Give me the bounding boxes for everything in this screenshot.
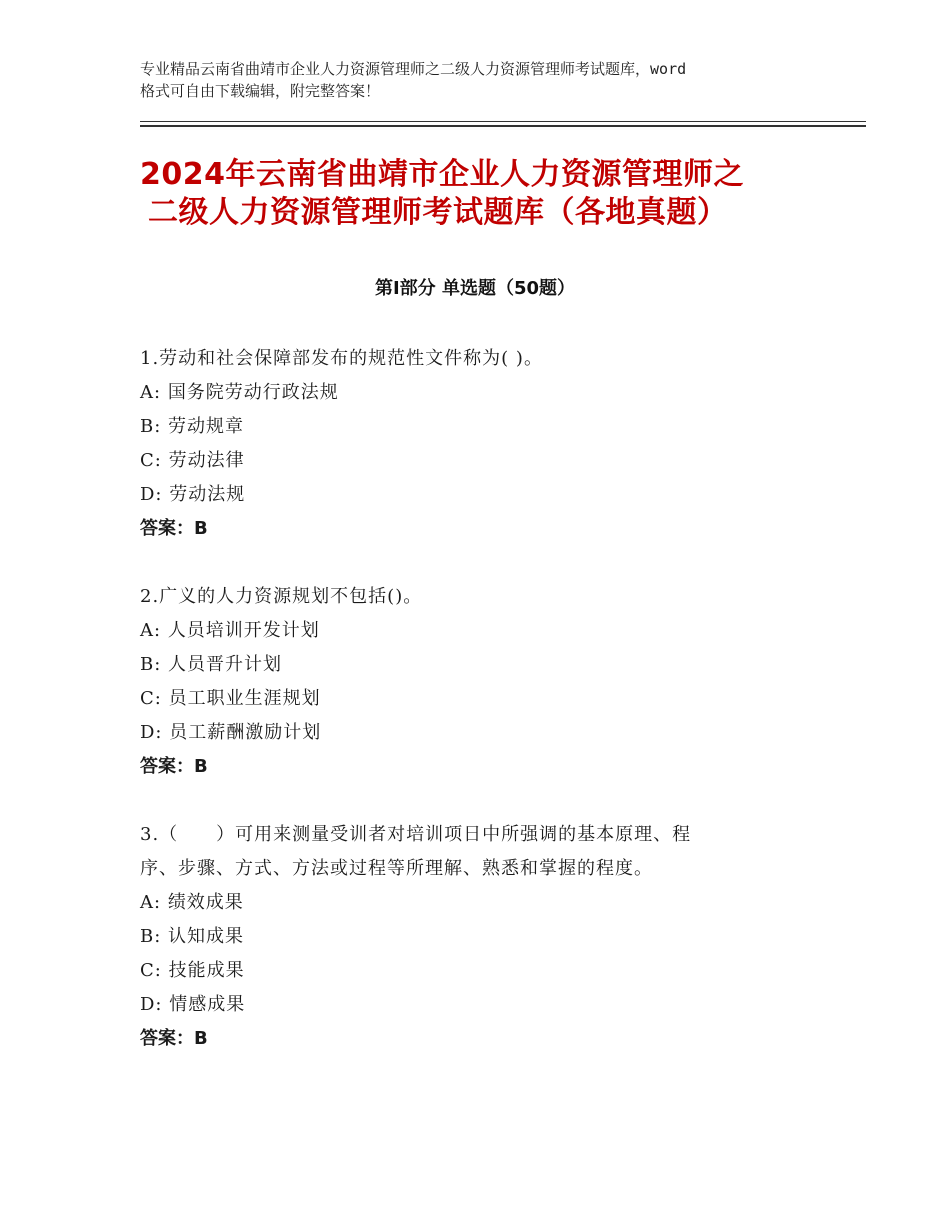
answer-label: 答案： — [140, 1028, 194, 1049]
option-letter: A: — [140, 620, 162, 641]
header-divider-thin — [140, 121, 866, 122]
option-letter: A: — [140, 382, 162, 403]
header-note — [140, 58, 840, 102]
option-letter: C: — [140, 688, 162, 709]
answer-value: B — [194, 1028, 208, 1049]
option-text: 人员培训开发计划 — [167, 620, 320, 641]
question-stem: 3.（ ）可用来测量受训者对培训项日中所强调的基本原理、程 — [140, 824, 692, 845]
header-note-line-2: 格式可自由下载编辑，附完整答案！ — [140, 82, 381, 100]
question-list — [140, 342, 840, 1056]
question-stem-continued: 序、步骤、方式、方法或过程等所理解、熟悉和掌握的程度。 — [140, 858, 653, 879]
header-note-line-1: 专业精品云南省曲靖市企业人力资源管理师之二级人力资源管理师考试题库，word — [140, 60, 687, 78]
question-option — [140, 954, 840, 988]
option-text: 员工职业生涯规划 — [168, 688, 321, 709]
question-option — [140, 410, 840, 444]
question-item — [140, 580, 840, 784]
option-text: 情感成果 — [169, 994, 246, 1015]
answer-label: 答案： — [140, 518, 194, 539]
option-letter: D: — [140, 484, 163, 505]
answer-label: 答案： — [140, 756, 194, 777]
answer-value: B — [194, 518, 208, 539]
question-option — [140, 988, 840, 1022]
option-text: 认知成果 — [168, 926, 245, 947]
section-title: 第Ⅰ部分 单选题（50题） — [374, 278, 575, 299]
option-text: 人员晋升计划 — [168, 654, 283, 675]
option-letter: B: — [140, 926, 162, 947]
option-text: 绩效成果 — [167, 892, 244, 913]
question-option — [140, 920, 840, 954]
option-letter: D: — [140, 994, 163, 1015]
option-letter: C: — [140, 960, 162, 981]
document-title-line-1: 2024年云南省曲靖市企业人力资源管理师之 — [140, 157, 744, 192]
question-stem: 2.广义的人力资源规划不包括()。 — [140, 586, 423, 607]
question-item — [140, 818, 840, 1056]
option-text: 员工薪酬激励计划 — [169, 722, 322, 743]
question-answer — [140, 512, 840, 546]
option-text: 技能成果 — [168, 960, 245, 981]
option-text: 国务院劳动行政法规 — [167, 382, 339, 403]
option-text: 劳动法规 — [169, 484, 246, 505]
option-text: 劳动规章 — [168, 416, 245, 437]
question-option — [140, 614, 840, 648]
question-item — [140, 342, 840, 546]
answer-value: B — [194, 756, 208, 777]
option-letter: C: — [140, 450, 162, 471]
option-letter: B: — [140, 416, 162, 437]
question-stem: 1.劳动和社会保障部发布的规范性文件称为( )。 — [140, 348, 543, 369]
question-option — [140, 444, 840, 478]
document-title — [140, 156, 840, 232]
question-answer — [140, 1022, 840, 1056]
question-answer — [140, 750, 840, 784]
document-title-line-2: 二级人力资源管理师考试题库（各地真题） — [148, 195, 728, 230]
question-option — [140, 886, 840, 920]
question-option — [140, 478, 840, 512]
header-divider-thick — [140, 125, 866, 127]
option-letter: D: — [140, 722, 163, 743]
question-option — [140, 716, 840, 750]
option-letter: A: — [140, 892, 162, 913]
question-option — [140, 648, 840, 682]
question-option — [140, 376, 840, 410]
option-text: 劳动法律 — [168, 450, 245, 471]
option-letter: B: — [140, 654, 162, 675]
question-option — [140, 682, 840, 716]
